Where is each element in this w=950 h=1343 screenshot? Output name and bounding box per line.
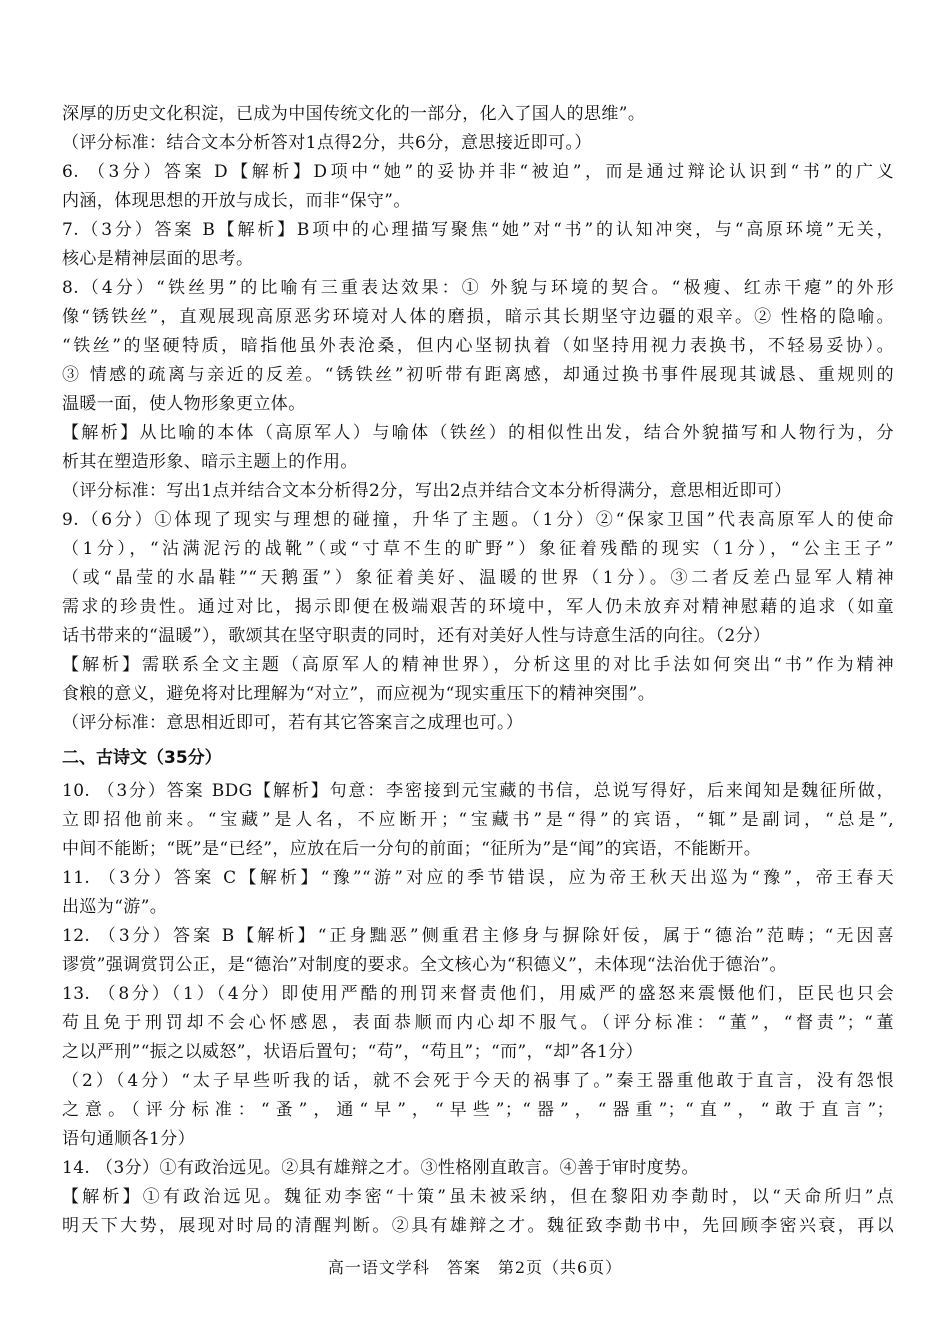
text-line: （评分标准：写出1点并结合文本分析得2分，写出2点并结合文本分析得满分，意思相近即可） bbox=[62, 481, 792, 501]
text-line: （评分标准：结合文本分析答对1点得2分，共6分，意思接近即可。） bbox=[62, 133, 592, 153]
page-footer: 高一语文学科 答案 第2页（共6页） bbox=[327, 1258, 623, 1277]
text-line: 核心是精神层面的思考。 bbox=[62, 249, 254, 269]
text-line: 像“锈铁丝”，直观展现高原恶劣环境对人体的磨损，暗示其长期坚守边疆的艰辛。② 性格的隐喻。 bbox=[62, 307, 894, 327]
text-line: 明天下大势，展现对时局的清醒判断。②具有雄辩之才。魏征致李勣书中，先回顾李密兴衰，再以 bbox=[62, 1216, 894, 1236]
text-line: 之意。（评分标准：“蚤”，通“早”，“早些”；“器”，“器重”；“直”，“敢于直言”； bbox=[62, 1100, 894, 1120]
text-line: 14. （3分）①有政治远见。②具有雄辩之才。③性格刚直敢言。④善于审时度势。 bbox=[62, 1158, 699, 1178]
text-line: 苟且免于刑罚却不会心怀感恩，表面恭顺而内心却不服气。（评分标准：“董”，“督责”；“董 bbox=[62, 1013, 894, 1033]
text-line: （1分），“沾满泥污的战靴”（或“寸草不生的旷野”）象征着残酷的现实（1分），“公主王子” bbox=[62, 539, 894, 559]
text-line: 需求的珍贵性。通过对比，揭示即便在极端艰苦的环境中，军人仍未放弃对精神慰藉的追求（如童 bbox=[62, 597, 894, 617]
text-line: “铁丝”的坚硬特质，暗指他虽外表沧桑，但内心坚韧执着（如坚持用视力表换书，不轻易妥协）。 bbox=[62, 336, 894, 356]
text-line: 深厚的历史文化积淀，已成为中国传统文化的一部分，化入了国人的思维”。 bbox=[62, 104, 646, 124]
text-line: 8.（4分）“铁丝男”的比喻有三重表达效果：① 外貌与环境的契合。“极瘦、红赤干瘪”的外形 bbox=[62, 278, 894, 298]
text-line: 【解析】从比喻的本体（高原军人）与喻体（铁丝）的相似性出发，结合外貌描写和人物行为，分 bbox=[62, 423, 894, 443]
text-line: （评分标准：意思相近即可，若有其它答案言之成理也可。） bbox=[62, 713, 524, 733]
text-line: 食粮的意义，避免将对比理解为“对立”，而应视为“现实重压下的精神突围”。 bbox=[62, 684, 656, 704]
text-line: 语句通顺各1分） bbox=[62, 1129, 196, 1149]
reading-answers bbox=[62, 100, 894, 738]
classical-answers bbox=[62, 777, 894, 1241]
text-line: 析其在塑造形象、暗示主题上的作用。 bbox=[62, 452, 358, 472]
text-line: 9.（6分）①体现了现实与理想的碰撞，升华了主题。（1分）②“保家卫国”代表高原军人的使命 bbox=[62, 510, 894, 530]
text-line: 7.（3分）答案 B【解析】B项中的心理描写聚焦“她”对“书”的认知冲突，与“高原环境”无关， bbox=[62, 220, 894, 240]
text-line: 13. （8分）（1）（4分）即使用严酷的刑罚来督责他们，用威严的盛怒来震慑他们，臣民也只会 bbox=[62, 984, 894, 1004]
answer-page bbox=[62, 100, 894, 1241]
text-line: （或“晶莹的水晶鞋”“天鹅蛋”）象征着美好、温暖的世界（1分）。③二者反差凸显军人精神 bbox=[62, 568, 894, 588]
text-line: ③ 情感的疏离与亲近的反差。“锈铁丝”初听带有距离感，却通过换书事件展现其诚恳、重规则的 bbox=[62, 365, 894, 385]
text-line: 12. （3分）答案 B【解析】“正身黜恶”侧重君主修身与摒除奸佞，属于“德治”范畴；“无因喜 bbox=[62, 926, 894, 946]
text-line: 谬赏”强调赏罚公正，是“德治”对制度的要求。全文核心为“积德义”，未体现“法治优于德治”。 bbox=[62, 955, 787, 975]
text-line: 【解析】需联系全文主题（高原军人的精神世界），分析这里的对比手法如何突出“书”作为精神 bbox=[62, 655, 894, 675]
text-line: 出巡为“游”。 bbox=[62, 897, 168, 917]
text-line: 中间不能断；“既”是“已经”，应放在后一分句的前面；“征所为”是“闻”的宾语，不能断开。 bbox=[62, 839, 762, 859]
text-line: 6. （3分）答案 D【解析】D项中“她”的妥协并非“被迫”，而是通过辩论认识到“书”的广义 bbox=[62, 162, 894, 182]
text-line: 之以严刑”“振之以威怒”，状语后置句；“苟”，“苟且”；“而”，“却”各1分） bbox=[62, 1042, 644, 1062]
text-line: 温暖一面，使人物形象更立体。 bbox=[62, 394, 306, 414]
text-line: 10. （3分）答案 BDG【解析】句意：李密接到元宝藏的书信，总说写得好，后来闻知是魏征所做， bbox=[62, 781, 894, 801]
text-line: （2）（4分）“太子早些听我的话，就不会死于今天的祸事了。”秦王器重他敢于直言，没有怨恨 bbox=[62, 1071, 894, 1091]
text-line: 话书带来的“温暖”），歌颂其在坚守职责的同时，还有对美好人性与诗意生活的向往。（2分） bbox=[62, 626, 771, 646]
text-line: 11. （3分）答案 C【解析】“豫”“游”对应的季节错误，应为帝王秋天出巡为“豫”，帝王春天 bbox=[62, 868, 894, 888]
section-title-classical: 二、古诗文（35分） bbox=[62, 748, 222, 768]
text-line: 内涵，体现思想的开放与成长，而非“保守”。 bbox=[62, 191, 411, 211]
text-line: 【解析】①有政治远见。魏征劝李密“十策”虽未被采纳，但在黎阳劝李勣时，以“天命所归”点 bbox=[62, 1187, 894, 1207]
text-line: 立即招他前来。“宝藏”是人名，不应断开；“宝藏书”是“得”的宾语，“辄”是副词，“总是”, bbox=[62, 810, 894, 830]
